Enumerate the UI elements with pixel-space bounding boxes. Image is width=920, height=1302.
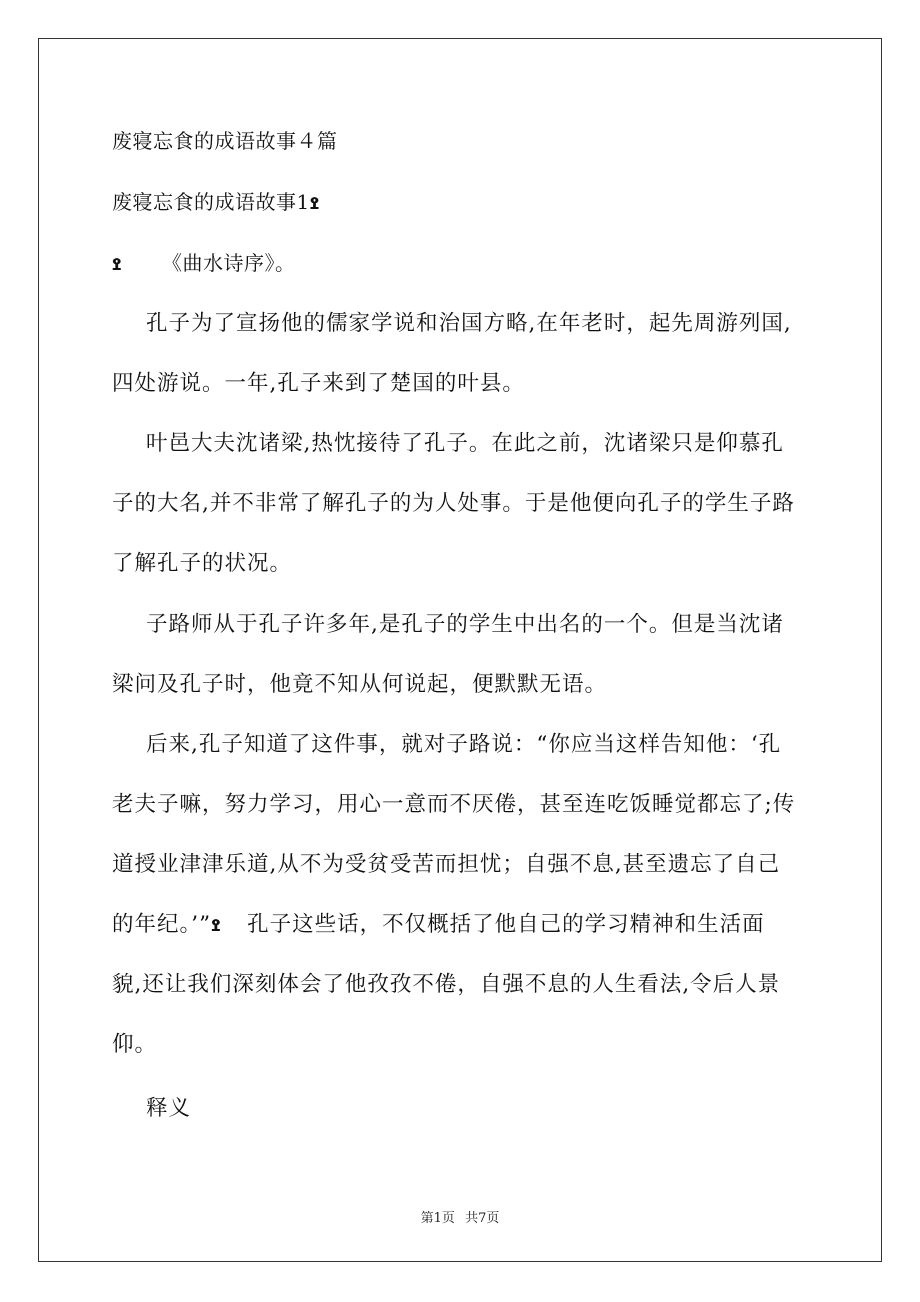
- paragraph-line: 道授业津津乐道,从不为受贫受苦而担忧；自强不息,甚至遗忘了自己: [112, 852, 781, 877]
- marker-glyph: ߐ: [112, 255, 122, 274]
- paragraph-line: 子路师从于孔子许多年,是孔子的学生中出名的一个。但是当沈诸: [146, 612, 784, 637]
- paragraph-line: 子的大名,并不非常了解孔子的为人处事。于是他便向孔子的学生子路: [112, 491, 795, 516]
- paragraph-line: 貌,还让我们深刻体会了他孜孜不倦，自强不息的人生看法,令后人景: [112, 972, 781, 997]
- document-subtitle-line: [112, 188, 812, 218]
- marker-glyph: ߐ: [211, 916, 221, 935]
- paragraph-line: 后来,孔子知道了这件事，就对子路说：“你应当这样告知他：‘孔: [146, 732, 782, 757]
- page-border: [38, 38, 882, 1262]
- paragraph-line: 孔子为了宣扬他的儒家学说和治国方略,在年老时，起先周游列国,: [146, 311, 792, 336]
- paragraph-segment: 的年纪。’”: [112, 912, 212, 937]
- source-text: 《曲水诗序》。: [162, 251, 296, 275]
- paragraph-segment: 孔子这些话，不仅概括了他自己的学习精神和生活面: [247, 912, 765, 937]
- paragraph-line: 四处游说。一年,孔子来到了楚国的叶县。: [112, 371, 525, 396]
- paragraph-line: 叶邑大夫沈诸梁,热忱接待了孔子。在此之前，沈诸梁只是仰慕孔: [146, 431, 784, 456]
- marker-glyph: ߐ: [309, 194, 320, 213]
- paragraph-line: 了解孔子的状况。: [112, 551, 293, 576]
- paragraph-line-mixed: [112, 911, 812, 940]
- paragraph-line: 梁问及孔子时，他竟不知从何说起，便默默无语。: [112, 672, 608, 697]
- page-footer: [0, 1207, 920, 1226]
- paragraph-line: 老夫子嘛，努力学习，用心一意而不厌倦，甚至连吃饭睡觉都忘了;传: [112, 792, 796, 817]
- page-number: 第1页: [420, 1211, 455, 1226]
- source-line: [112, 249, 812, 279]
- document-subtitle: 废寝忘食的成语故事1: [112, 190, 310, 214]
- document-title: 废寝忘食的成语故事４篇: [112, 129, 338, 153]
- page-total: 共7页: [465, 1211, 500, 1226]
- paragraph-line: 仰。: [112, 1032, 158, 1057]
- section-label: 释义: [146, 1096, 192, 1121]
